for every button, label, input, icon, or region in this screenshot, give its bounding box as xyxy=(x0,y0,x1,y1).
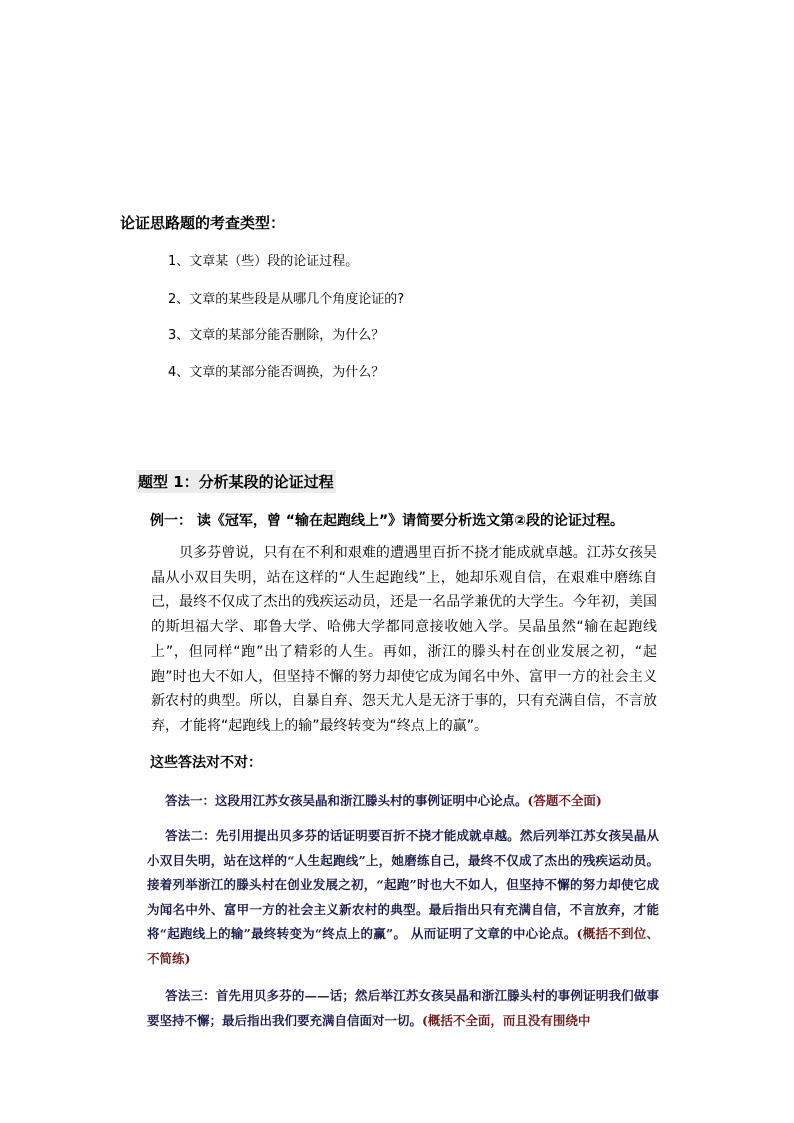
answer-note: (概括不全面，而且没有围绕中 xyxy=(422,1012,591,1028)
section-title: 题型 1：分析某段的论证过程 xyxy=(136,470,336,493)
passage xyxy=(151,541,657,739)
answer-text: 答法二：先引用提出贝多芬的话证明要百折不挠才能成就卓越。然后列举江苏女孩吴晶从小双目失明，站在这样的“人生起跑线”上，她磨练自己，最终不仅成了杰出的残疾运动员。接着列举浙江的滕头村在创业发展之初，“起跑”时也大不如人，但坚持不懈的努力却使它成为闻名中外、富甲一方的社会主义新农村的典型。最后指出只有充满自信，不言放弃，才能将“起跑线上的输”最终转变为“终点上的赢”。 从而证明了文章的中心论点。 xyxy=(147,828,659,941)
example-title: 例一： 读《冠军，曾 “输在起跑线上”》请简要分析选文第②段的论证过程。 xyxy=(150,513,625,529)
answer-text: 答法一：这段用江苏女孩吴晶和浙江滕头村的事例证明中心论点。 xyxy=(165,793,528,808)
list-item: 2、文章的某些段是从哪几个角度论证的? xyxy=(168,292,405,307)
answer-note: (概括不到位、不简练) xyxy=(147,926,659,966)
passage-text: 贝多芬曾说，只有在不利和艰难的遭遇里百折不挠才能成就卓越。江苏女孩吴晶从小双目失明，站在这样的“人生起跑线”上，她却乐观自信，在艰难中磨练自己，最终不仅成了杰出的残疾运动员，还是一名品学兼优的大学生。今年初，美国的斯坦福大学、耶鲁大学、哈佛大学都同意接收她入学。吴晶虽然“输在起跑线上”，但同样“跑”出了精彩的人生。再如，浙江的滕头村在创业发展之初，“起跑”时也大不如人，但坚持不懈的努力却使它成为闻名中外、富甲一方的社会主义新农村的典型。所以，自暴自弃、怨天尤人是无济于事的，只有充满自信，不言放弃，才能将“起跑线上的输”最终转变为“终点上的赢”。 xyxy=(151,545,657,734)
answer-text: 答法三：首先用贝多芬的——话；然后举江苏女孩吴晶和浙江滕头村的事例证明我们做事要坚持不懈；最后指出我们要充满自信面对一切。 xyxy=(147,988,659,1028)
list-item: 3、文章的某部分能否删除，为什么？ xyxy=(168,328,385,343)
answer-2 xyxy=(147,824,659,971)
judge-title: 这些答法对不对： xyxy=(150,755,262,771)
answer-3 xyxy=(147,984,659,1033)
page-heading: 论证思路题的考查类型： xyxy=(120,214,286,232)
list-item: 1、文章某（些）段的论证过程。 xyxy=(168,254,359,269)
answer-note: (答题不全面) xyxy=(527,793,602,808)
list-item: 4、文章的某部分能否调换，为什么？ xyxy=(168,365,385,380)
answer-1 xyxy=(147,789,659,814)
